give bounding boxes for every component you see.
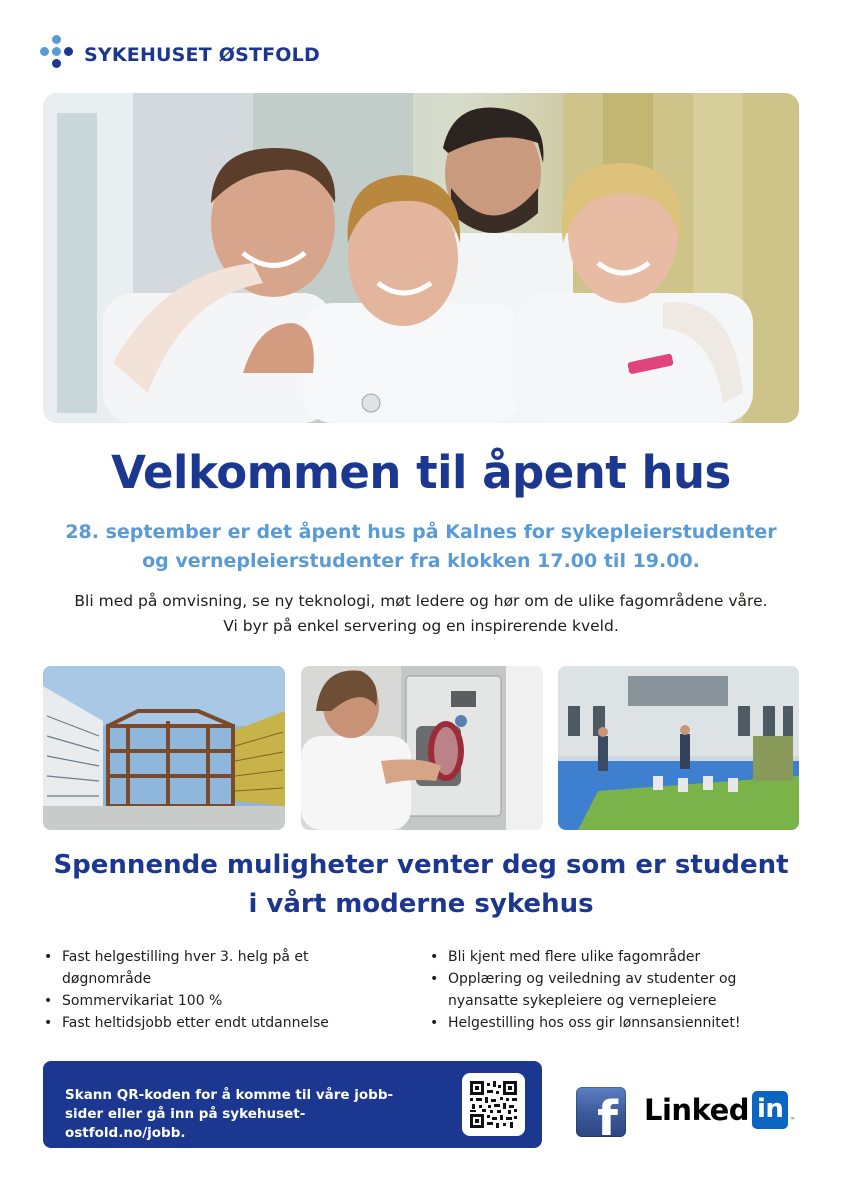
hospital-exterior-photo — [43, 666, 285, 830]
facebook-letter: f — [597, 1091, 618, 1137]
trademark-symbol: ™ — [789, 1117, 796, 1124]
logo-dots-icon — [38, 33, 78, 77]
opportunities-heading-line-2: i vårt moderne sykehus — [248, 889, 594, 919]
linkedin-wordmark: Linked — [644, 1093, 749, 1127]
linkedin-in-icon: in — [752, 1091, 788, 1129]
list-item-line: • Fast heltidsjobb etter endt utdannelse — [62, 1015, 329, 1031]
qr-code-icon[interactable] — [462, 1073, 525, 1136]
brand-name: SYKEHUSET ØSTFOLD — [84, 44, 320, 66]
event-details-line-2: og vernepleierstudenter fra klokken 17.00 til 19.00. — [142, 550, 700, 572]
hospital-courtyard-photo — [558, 666, 799, 830]
event-details-line-1: 28. september er det åpent hus på Kalnes for sykepleierstudenter — [65, 521, 777, 543]
list-item-line: døgnområde — [62, 971, 152, 987]
benefits-list-right — [428, 946, 788, 1034]
intro-line-1: Bli med på omvisning, se ny teknologi, møt ledere og hør om de ulike fagområdene våre. — [74, 592, 768, 610]
intro-text — [0, 589, 842, 639]
intro-line-2: Vi byr på enkel servering og en inspirerende kveld. — [223, 617, 619, 635]
brand-logo — [38, 33, 320, 77]
list-item-line: • Opplæring og veiledning av studenter og — [448, 971, 737, 987]
list-item-line: • Helgestilling hos oss gir lønnsansiennitet! — [448, 1015, 741, 1031]
qr-cta-box — [43, 1061, 542, 1148]
nurse-medicine-dispenser-photo — [301, 666, 543, 830]
list-item-line: • Sommervikariat 100 % — [62, 993, 223, 1009]
list-item — [428, 968, 788, 1012]
event-details — [0, 518, 842, 576]
nurses-illustration — [43, 93, 799, 423]
list-item — [42, 946, 372, 990]
list-item — [428, 1012, 788, 1034]
list-item-line: • Fast helgestilling hver 3. helg på et — [62, 949, 309, 965]
opportunities-heading-line-1: Spennende muligheter venter deg som er student — [53, 850, 789, 880]
linkedin-logo[interactable] — [644, 1088, 795, 1132]
facebook-icon[interactable] — [576, 1087, 626, 1137]
benefits-list-left — [42, 946, 372, 1034]
list-item — [428, 946, 788, 968]
list-item-line: • Bli kjent med flere ulike fagområder — [448, 949, 701, 965]
page-title: Velkommen til åpent hus — [111, 446, 731, 499]
list-item — [42, 990, 372, 1012]
opportunities-heading — [0, 846, 842, 924]
list-item-line: nyansatte sykepleiere og vernepleiere — [448, 993, 717, 1009]
hero-photo — [43, 93, 799, 423]
cta-line-1: Skann QR-koden for å komme til våre jobb- — [65, 1087, 394, 1103]
cta-line-2: sider eller gå inn på sykehuset-ostfold.no/jobb. — [65, 1106, 306, 1141]
list-item — [42, 1012, 372, 1034]
cta-text — [65, 1086, 415, 1143]
